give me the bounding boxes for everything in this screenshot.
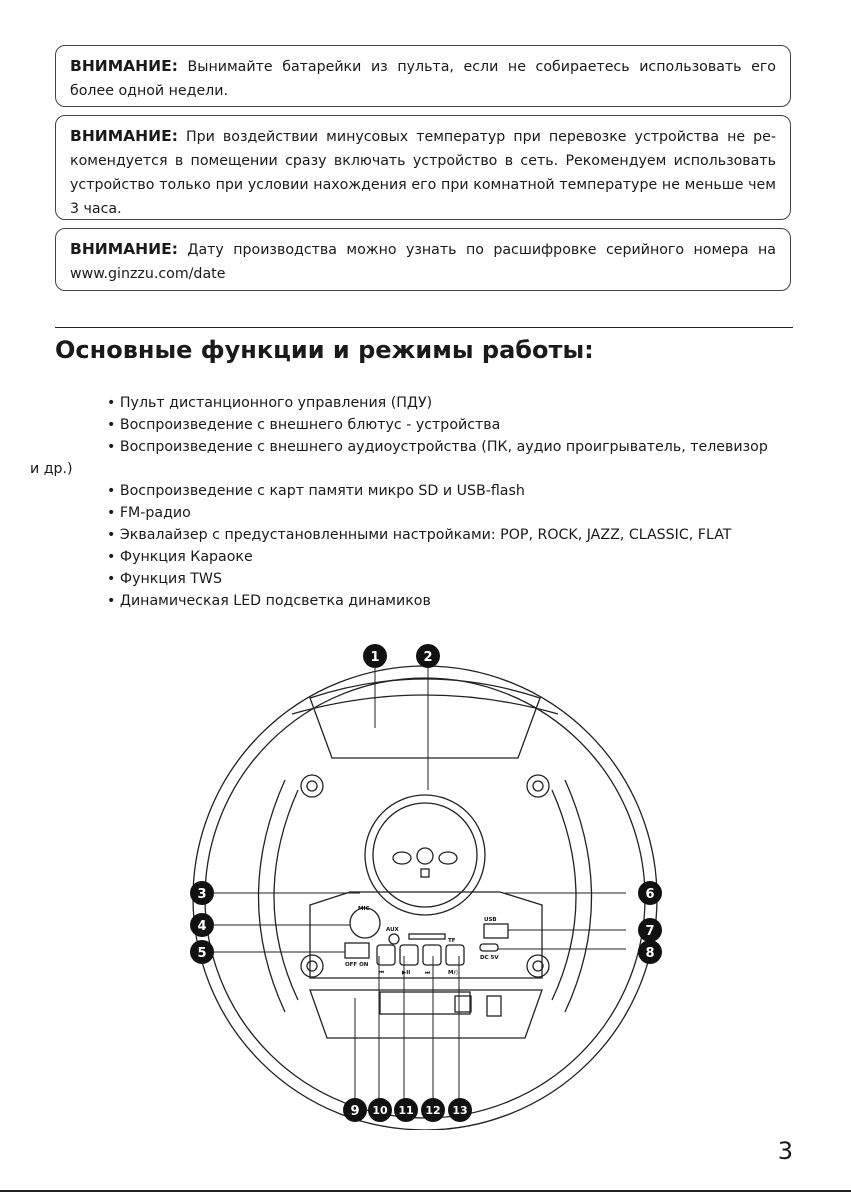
power-switch: [345, 943, 369, 958]
mic-label: MIC: [358, 906, 370, 912]
screw-icon: [301, 775, 323, 797]
feature-item: • FM-радио: [107, 505, 191, 521]
callout-2: [416, 644, 440, 668]
callout-9: [343, 1098, 367, 1122]
next-label: ⏭: [425, 970, 430, 976]
left-arc: [274, 790, 298, 1000]
play-button: [400, 945, 418, 965]
center-speaker-outer: [365, 795, 485, 915]
off-on-label: OFF ON: [345, 962, 369, 968]
warning-label: ВНИМАНИЕ:: [70, 127, 178, 145]
screw-icon: [527, 775, 549, 797]
feature-list: [30, 392, 787, 612]
left-led-icon: [393, 852, 411, 864]
warning-label: ВНИМАНИЕ:: [70, 240, 178, 258]
next-button: [423, 945, 441, 965]
warning-note-batteries: [55, 45, 791, 107]
warning-note-temperature: [55, 115, 791, 220]
prev-button: [377, 945, 395, 965]
ir-sensor-icon: [417, 848, 433, 864]
tf-label: TF: [448, 938, 456, 944]
speaker-outer-ring: [193, 666, 657, 1130]
play-label: ▶II: [402, 970, 411, 976]
callout-12: [421, 1098, 445, 1122]
left-arc-outer: [259, 780, 286, 1012]
feature-item: • Функция Караоке: [107, 549, 253, 565]
tf-slot: [409, 934, 445, 939]
feature-item: • Воспроизведение с внешнего аудиоустройства (ПК, аудио проигрыватель, телевизор: [107, 439, 768, 455]
warning-note-production-date: [55, 228, 791, 291]
svg-text:10: 10: [372, 1104, 388, 1117]
aux-label: AUX: [386, 927, 399, 933]
svg-text:2: 2: [423, 650, 433, 665]
callout-7: [638, 918, 662, 942]
callout-4: [190, 913, 214, 937]
svg-text:1: 1: [370, 650, 380, 665]
callout-10: [368, 1098, 392, 1122]
feature-item: • Функция TWS: [107, 571, 222, 587]
top-handle-rim: [292, 695, 558, 714]
svg-text:4: 4: [197, 919, 207, 934]
callout-11: [394, 1098, 418, 1122]
callout-6: [638, 881, 662, 905]
section-divider: [55, 327, 793, 328]
feature-item: и др.): [30, 461, 73, 477]
mode-label: M/◊: [448, 970, 459, 976]
feature-item: • Воспроизведение с карт памяти микро SD и USB-flash: [107, 483, 525, 499]
warning-label: ВНИМАНИЕ:: [70, 57, 178, 75]
prev-label: ⏮: [379, 970, 384, 976]
warning-text: Вынимайте батарейки из пульта, если не собираетесь использовать его более одной недели.: [70, 59, 776, 99]
svg-text:9: 9: [350, 1104, 360, 1119]
indicator-icon: [421, 869, 429, 877]
battery-latch: [455, 996, 471, 1012]
callout-8: [638, 940, 662, 964]
svg-text:6: 6: [645, 887, 655, 902]
callout-13: [448, 1098, 472, 1122]
right-arc: [552, 790, 576, 1000]
svg-text:11: 11: [398, 1104, 414, 1117]
right-arc-outer: [565, 780, 592, 1012]
dc-port: [480, 944, 498, 951]
right-led-icon: [439, 852, 457, 864]
speaker-diagram: [180, 640, 680, 1130]
aux-jack-icon: [389, 934, 399, 944]
svg-text:8: 8: [645, 946, 655, 961]
page-number: 3: [777, 1137, 793, 1165]
bottom-switch: [487, 996, 501, 1016]
svg-text:13: 13: [452, 1104, 468, 1117]
callout-3: [190, 881, 214, 905]
section-heading: Основные функции и режимы работы:: [55, 336, 594, 364]
warning-text: Дату производства можно узнать по расшифровке серийного номера на www.ginzzu.com/date: [70, 242, 776, 282]
dc-label: DC 5V: [480, 955, 499, 961]
mode-button: [446, 945, 464, 965]
svg-text:12: 12: [425, 1104, 441, 1117]
feature-item: • Эквалайзер с предустановленными настройками: POP, ROCK, JAZZ, CLASSIC, FLAT: [107, 527, 732, 543]
top-handle: [310, 679, 540, 758]
svg-text:7: 7: [645, 924, 655, 939]
callout-5: [190, 940, 214, 964]
warning-text: При воздействии минусовых температур при перевозке устройства не ре-комендуется в помещении сразу включать устройство в сеть. Рекомендуем использовать устройство только при условии нахождения его при комнатной температуре не меньше чем 3 часа.: [70, 129, 776, 217]
feature-item: • Воспроизведение с внешнего блютус - устройства: [107, 417, 501, 433]
battery-compartment: [380, 992, 470, 1014]
callout-1: [363, 644, 387, 668]
usb-port: [484, 924, 508, 938]
mic-jack-icon: [350, 908, 380, 938]
feature-item: • Динамическая LED подсветка динамиков: [107, 593, 431, 609]
screw-icon: [301, 955, 323, 977]
feature-item: • Пульт дистанционного управления (ПДУ): [107, 395, 433, 411]
usb-label: USB: [484, 917, 497, 923]
speaker-inner-ring: [205, 678, 645, 1118]
svg-text:5: 5: [197, 946, 207, 961]
svg-text:3: 3: [197, 887, 207, 902]
screw-icon: [527, 955, 549, 977]
